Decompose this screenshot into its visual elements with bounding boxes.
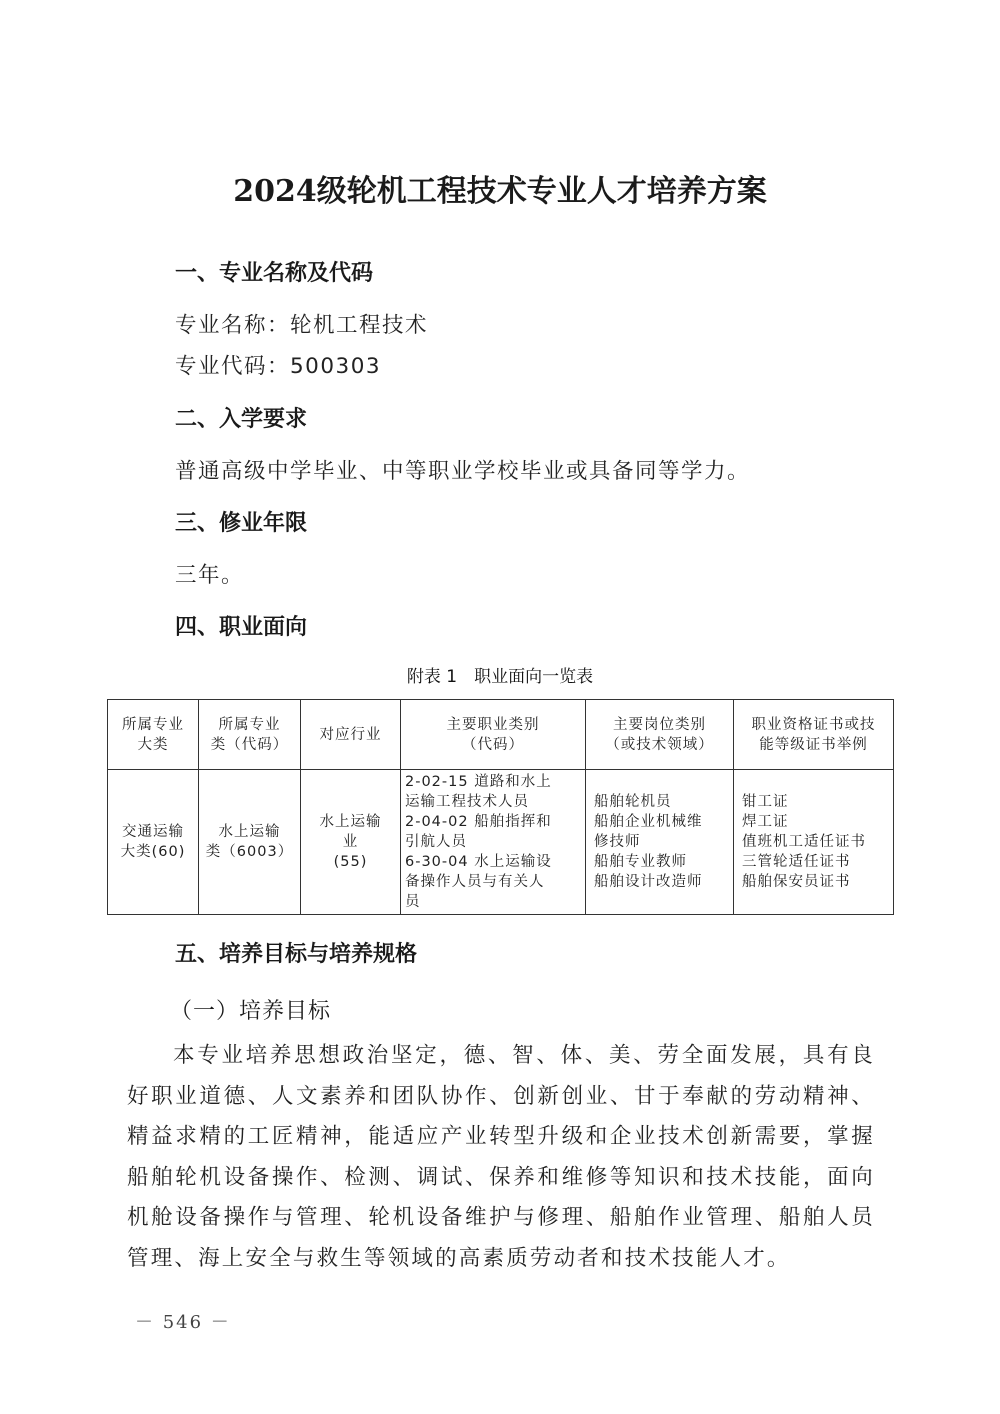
table-cell-positions: 船舶轮机员 船舶企业机械维 修技师 船舶专业教师 船舶设计改造师 <box>586 770 734 915</box>
header-cell: 所属专业 类（代码） <box>199 700 301 770</box>
header-cell: 对应行业 <box>301 700 401 770</box>
header-cell: 主要职业类别 （代码） <box>401 700 586 770</box>
table-cell-certificates: 钳工证 焊工证 值班机工适任证书 三管轮适任证书 船舶保安员证书 <box>734 770 894 915</box>
section-heading-5: 五、培养目标与培养规格 <box>175 942 418 967</box>
career-orientation-table <box>107 699 894 915</box>
header-cell: 职业资格证书或技 能等级证书举例 <box>734 700 894 770</box>
table-cell-industry: 水上运输 业 (55) <box>301 770 401 915</box>
section-heading-4: 四、职业面向 <box>175 615 308 640</box>
duration-text: 三年。 <box>175 563 245 588</box>
section-heading-3: 三、修业年限 <box>175 511 308 536</box>
table-header-row <box>108 700 894 770</box>
table-caption: 附表 1 职业面向一览表 <box>406 667 594 687</box>
header-cell: 主要岗位类别 （或技术领域） <box>586 700 734 770</box>
subsection-heading: （一）培养目标 <box>170 999 332 1024</box>
table-cell-class: 水上运输 类（6003） <box>199 770 301 915</box>
major-name-line: 专业名称：轮机工程技术 <box>175 313 429 338</box>
admission-text: 普通高级中学毕业、中等职业学校毕业或具备同等学力。 <box>175 459 751 484</box>
header-cell: 所属专业 大类 <box>108 700 199 770</box>
table-row <box>108 770 894 915</box>
page-number: － 546 － <box>135 1312 231 1333</box>
section-heading-2: 二、入学要求 <box>175 407 308 432</box>
table-cell-occupation: 2-02-15 道路和水上 运输工程技术人员 2-04-02 船舶指挥和 引航人员 6-30-04 水上运输设 备操作人员与有关人 员 <box>401 770 586 915</box>
training-objective-paragraph: 本专业培养思想政治坚定，德、智、体、美、劳全面发展，具有良好职业道德、人文素养和团队协作、创新创业、甘于奉献的劳动精神、精益求精的工匠精神，能适应产业转型升级和企业技术创新需要，掌握船舶轮机设备操作、检测、调试、保养和维修等知识和技术技能，面向机舱设备操作与管理、轮机设备维护与修理、船舶作业管理、船舶人员管理、海上安全与救生等领域的高素质劳动者和技术技能人才。 <box>127 1043 875 1271</box>
section-heading-1: 一、专业名称及代码 <box>175 261 374 286</box>
table-cell-category: 交通运输 大类(60) <box>108 770 199 915</box>
document-title: 2024级轮机工程技术专业人才培养方案 <box>233 174 767 209</box>
major-code-line: 专业代码：500303 <box>175 354 382 379</box>
